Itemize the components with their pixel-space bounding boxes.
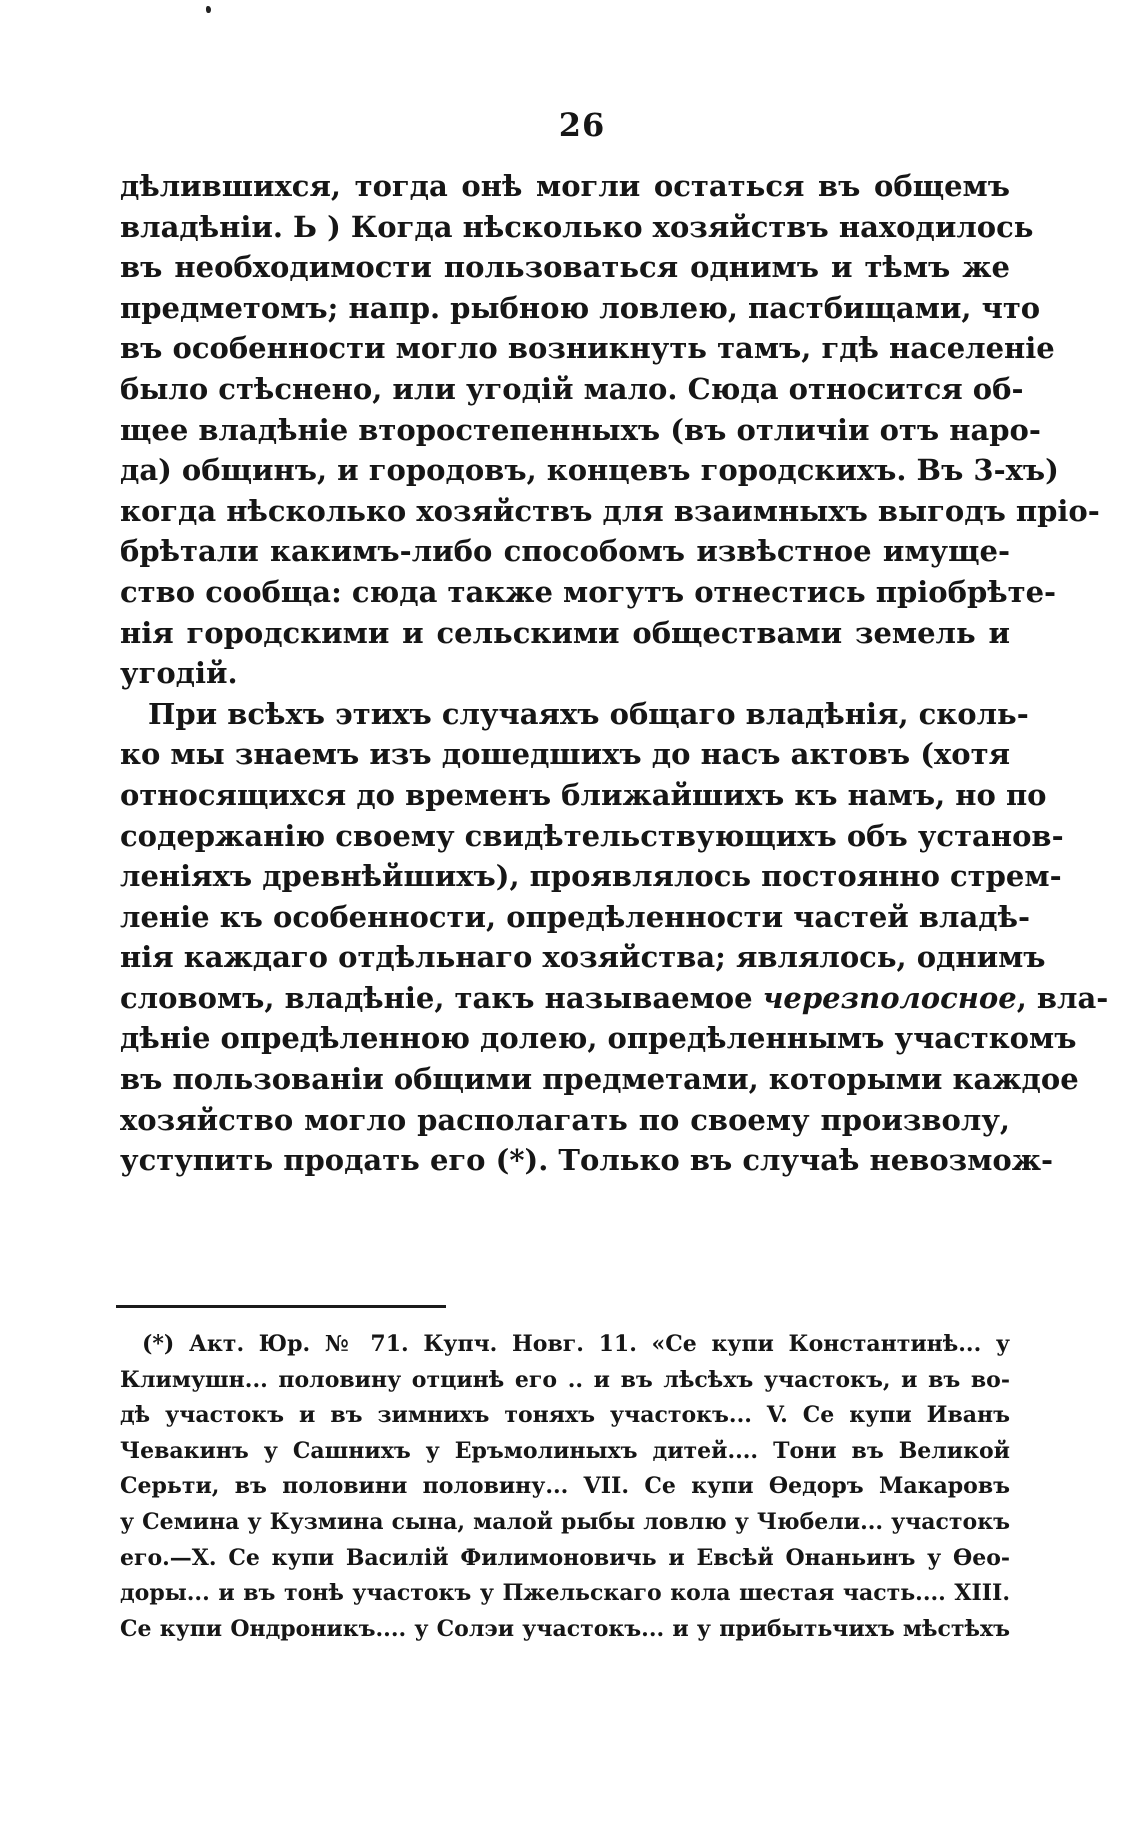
text-line: въ особенности могло возникнуть тамъ, гдѣ населеніе xyxy=(120,331,1055,366)
text-line: было стѣснено, или угодій мало. Сюда относится об- xyxy=(120,371,1024,406)
footnote-line: доры... и въ тонѣ участокъ у Пжельскаго кола шестая часть.... XIII. xyxy=(120,1580,1010,1607)
footnote-line: Серьти, въ половини половину... VII. Се купи Өедоръ Макаровъ xyxy=(120,1473,1010,1500)
text-line: дѣлившихся, тогда онѣ могли остаться въ общемъ xyxy=(120,169,1010,203)
text-line: щее владѣніе второстепенныхъ (въ отличіи отъ наро- xyxy=(120,412,1041,447)
footnote-line: Чевакинъ у Сашнихъ у Еръмолиныхъ дитей.... Тони въ Великой xyxy=(120,1437,1010,1464)
footnote-line: у Семина у Кузмина сына, малой рыбы ловлю у Чюбели... участокъ xyxy=(120,1508,1010,1535)
text-line: предметомъ; напр. рыбною ловлею, пастбищами, что xyxy=(120,290,1041,325)
text-line: уступить продать его (*). Только въ случаѣ невозмож- xyxy=(120,1143,1054,1178)
text-line: леніяхъ древнѣйшихъ), проявлялось постоянно стрем- xyxy=(120,859,1062,894)
text-line: да) общинъ, и городовъ, концевъ городскихъ. Въ 3-хъ) xyxy=(120,453,1059,488)
page-number: 26 xyxy=(558,106,606,144)
footnote xyxy=(120,1327,1010,1647)
italic-term: черезполосное xyxy=(762,980,1017,1015)
footnote-line: его.—X. Се купи Василій Филимоновичь и Евсѣй Онаньинъ у Өео- xyxy=(120,1544,1010,1571)
text-line: владѣніи. Ь ) Когда нѣсколько хозяйствъ находилось xyxy=(120,209,1034,244)
text-line: нія городскими и сельскими обществами земель и xyxy=(120,615,1010,650)
text-segment: , вла- xyxy=(1016,980,1109,1015)
footnote-line: Се купи Ондроникъ.... у Солэи участокъ... и у прибытьчихъ мѣстѣхъ xyxy=(120,1615,1010,1642)
text-line: нія каждаго отдѣльнаго хозяйства; являлось, однимъ xyxy=(120,940,1046,975)
text-line-with-italic xyxy=(120,978,1109,1019)
paragraph-end-line: угодій. xyxy=(120,656,238,691)
text-line: въ пользованіи общими предметами, которыми каждое xyxy=(120,1062,1079,1097)
text-line: брѣтали какимъ-либо способомъ извѣстное имуще- xyxy=(120,534,1010,569)
text-line: дѣніе опредѣленною долею, опредѣленнымъ участкомъ xyxy=(120,1021,1077,1056)
text-line: ко мы знаемъ изъ дошедшихъ до насъ актовъ (хотя xyxy=(120,737,1010,772)
footnote-divider xyxy=(116,1305,446,1308)
text-segment: словомъ, владѣніе, такъ называемое xyxy=(120,980,763,1015)
footnote-line: (*) Акт. Юр. № 71. Купч. Новг. 11. «Се купи Константинѣ... у xyxy=(142,1331,1010,1357)
text-line: леніе къ особенности, опредѣленности частей владѣ- xyxy=(120,899,1031,934)
text-line: когда нѣсколько хозяйствъ для взаимныхъ выгодъ пріо- xyxy=(120,493,1100,528)
footnote-line: Климушн... половину отцинѣ его .. и въ лѣсѣхъ участокъ, и въ во- xyxy=(120,1366,1010,1393)
footnote-line: дѣ участокъ и въ зимнихъ тоняхъ участокъ... V. Се купи Иванъ xyxy=(120,1402,1010,1429)
text-line: въ необходимости пользоваться однимъ и тѣмъ же xyxy=(120,250,1010,285)
text-line: содержанію своему свидѣтельствующихъ объ установ- xyxy=(120,818,1064,853)
text-line: относящихся до временъ ближайшихъ къ намъ, но по xyxy=(120,777,1047,812)
text-line: ство сообща: сюда также могутъ отнестись пріобрѣте- xyxy=(120,574,1057,609)
ink-speck xyxy=(206,6,211,13)
main-text xyxy=(120,166,1109,1181)
paragraph-first-line: При всѣхъ этихъ случаяхъ общаго владѣнія, сколь- xyxy=(148,696,1029,731)
text-line: хозяйство могло располагать по своему произволу, xyxy=(120,1102,1010,1137)
